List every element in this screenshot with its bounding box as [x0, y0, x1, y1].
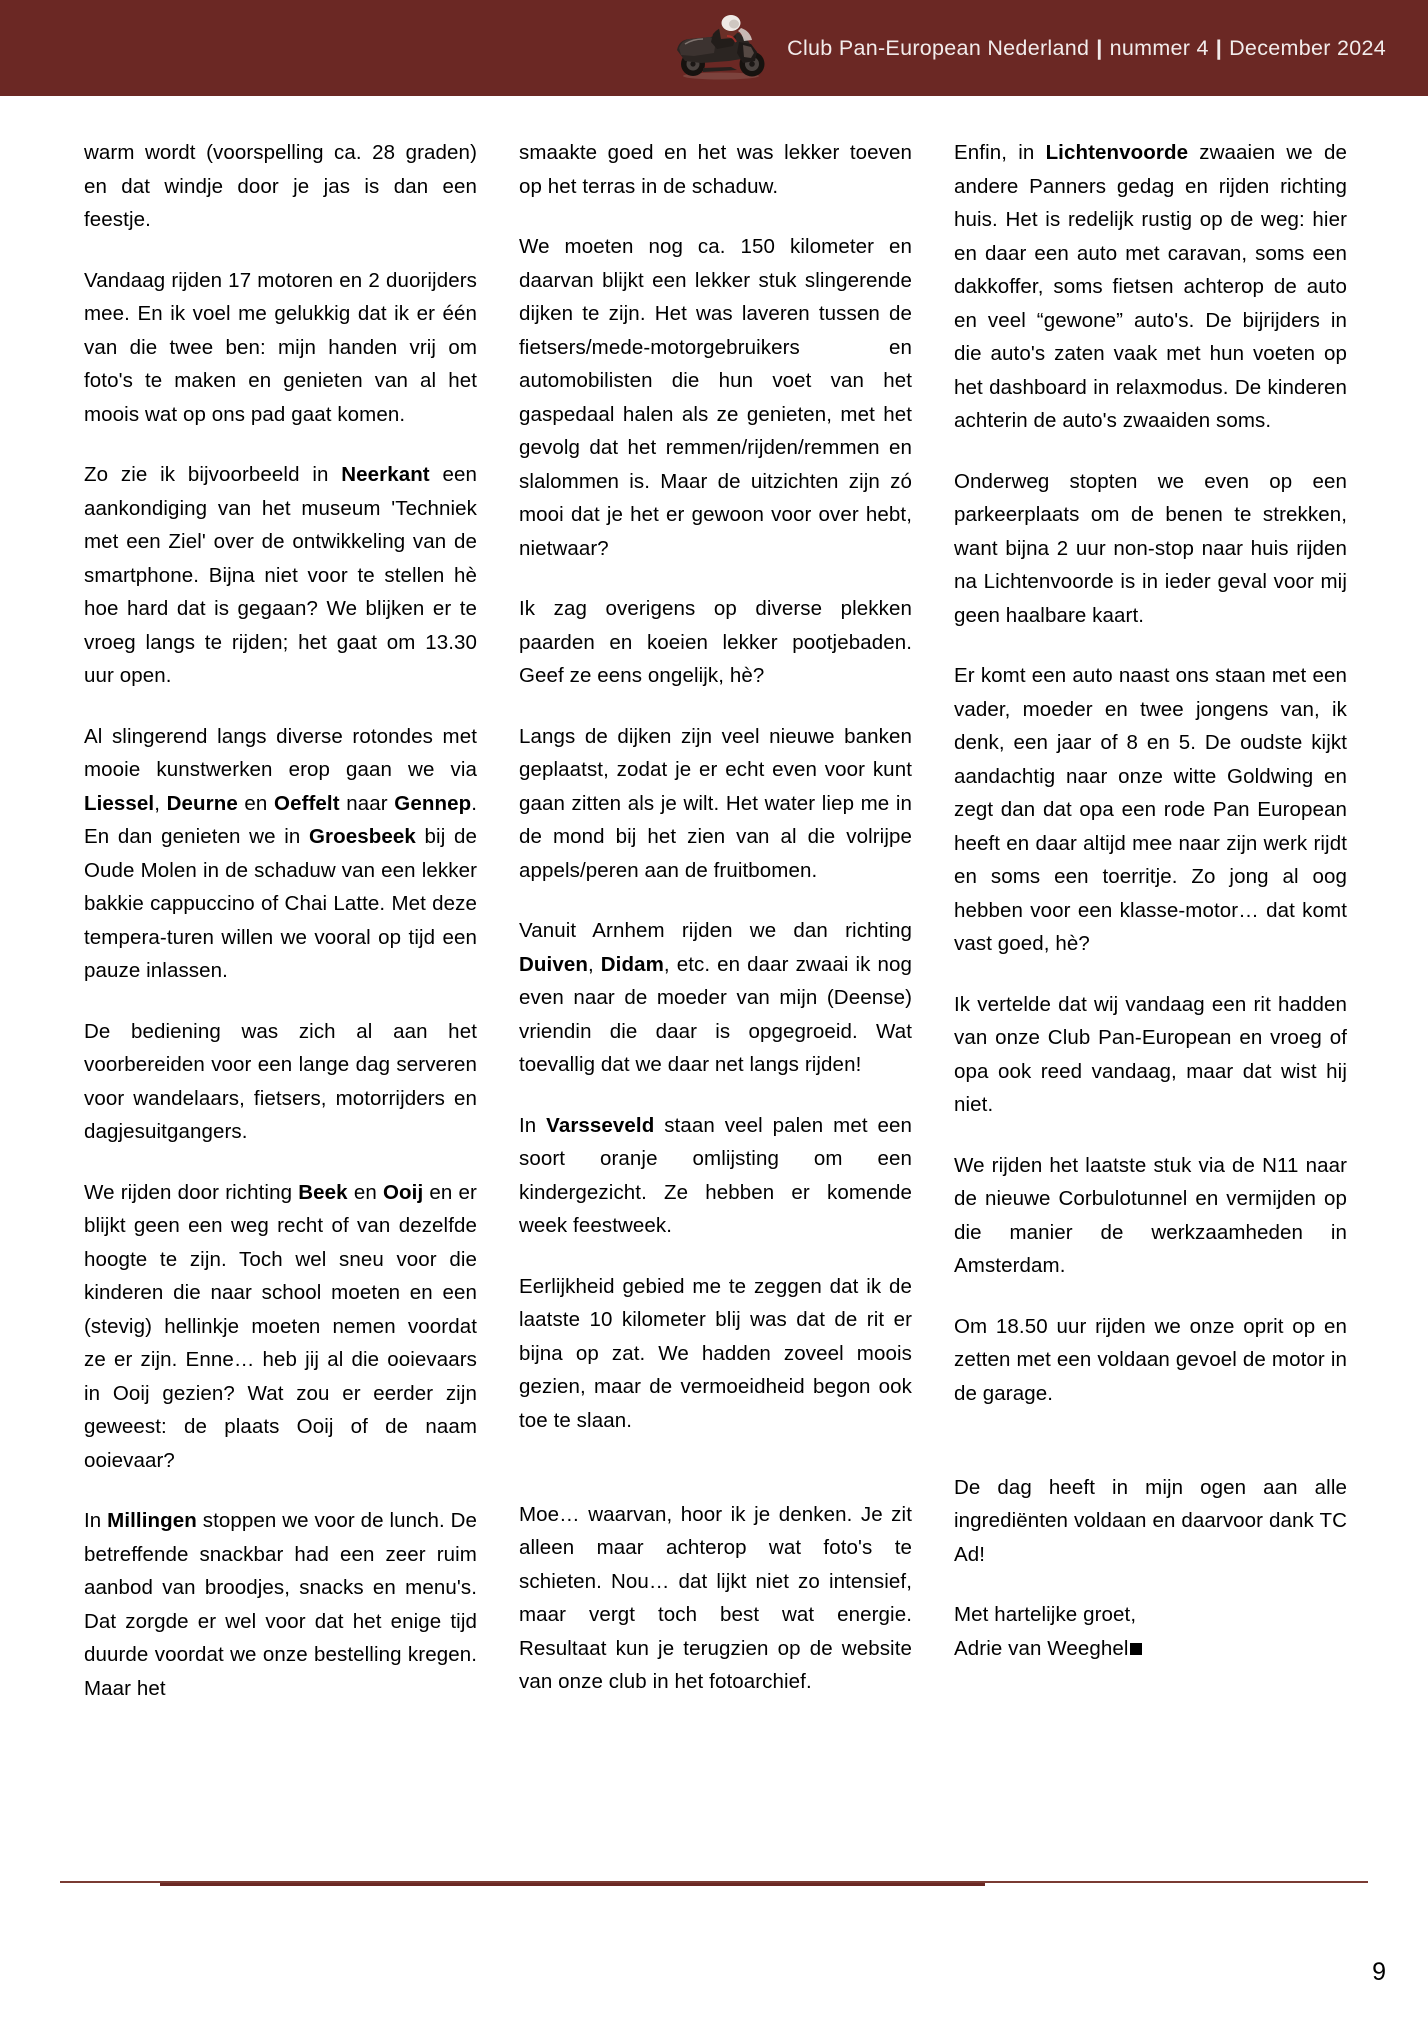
text-run: Ik zag overigens op diverse plekken paarden en koeien lekker pootjebaden. Geef ze eens ongelijk, hè? — [519, 597, 912, 687]
text-run: Vandaag rijden 17 motoren en 2 duorijders mee. En ik voel me gelukkig dat ik er één van die twee ben: mijn handen vrij om foto's te maken en genieten van al het moois wat op ons pad gaat komen. — [84, 268, 477, 426]
text-run: zwaaien we de andere Panners gedag en rijden richting huis. Het is redelijk rustig op de weg: hier en daar een auto met caravan, soms een dakkoffer, soms fietsen achterop de auto en veel “gewone” auto's. De bijrijders in die auto's zaten vaak met hun voeten op het dashboard in relaxmodus. De kinderen achterin de auto's zwaaiden soms. — [954, 141, 1347, 432]
text-run: Langs de dijken zijn veel nieuwe banken geplaatst, zodat je er echt even voor kunt gaan zitten als je wilt. Het water liep me in de mond bij het zien van al die volrijpe appels/peren aan de fruitbomen. — [519, 724, 912, 882]
text-run: Ik vertelde dat wij vandaag een rit hadden van onze Club Pan-European en vroeg of opa ook reed vandaag, maar dat wist hij niet. — [954, 992, 1347, 1116]
body-paragraph — [519, 720, 912, 888]
text-run: Eerlijkheid gebied me te zeggen dat ik de laatste 10 kilometer blij was dat de rit er bijna op zat. We hadden zoveel moois gezien, maar de vermoeidheid begon ook toe te slaan. — [519, 1274, 912, 1432]
article-columns — [84, 136, 1346, 1705]
body-paragraph — [954, 1598, 1347, 1665]
place-name-bold: Deurne — [166, 791, 238, 815]
body-paragraph — [954, 136, 1347, 438]
text-run: Al slingerend langs diverse rotondes met mooie kunstwerken erop gaan we via — [84, 724, 477, 781]
body-paragraph — [519, 914, 912, 1082]
body-paragraph — [84, 458, 477, 693]
text-run: en — [347, 1180, 383, 1204]
text-run: warm wordt (voorspelling ca. 28 graden) en dat windje door je jas is dan een feestje. — [84, 141, 477, 231]
text-run: en er blijkt geen een weg recht of van dezelfde hoogte te zijn. Toch wel sneu voor die kinderen die naar school moeten en een (stevig) hellinkje moeten nemen voordat ze er zijn. Enne… heb jij al die ooievaars in Ooij gezien? Wat zou er eerder zijn geweest: de plaats Ooij of de naam ooievaar? — [84, 1180, 477, 1472]
footer-divider — [60, 1878, 1368, 1890]
place-name-bold: Varsseveld — [546, 1113, 655, 1137]
article-end-marker-icon — [1130, 1643, 1142, 1655]
place-name-bold: Duiven — [519, 952, 588, 976]
text-run: smaakte goed en het was lekker toeven op het terras in de schaduw. — [519, 141, 912, 198]
text-run: stoppen we voor de lunch. De betreffende snackbar had een zeer ruim aanbod van broodjes, snacks en menu's. Dat zorgde er wel voor dat het enige tijd duurde voordat we onze bestelling kregen. Maar het — [84, 1509, 478, 1700]
text-run: staan veel palen met een soort oranje omlijsting om een kindergezicht. Ze hebben er komende week feestweek. — [519, 1113, 912, 1237]
text-run: Onderweg stopten we even op een parkeerplaats om de benen te strekken, want bijna 2 uur non-stop naar huis rijden na Lichtenvoorde is in ieder geval voor mij geen haalbare kaart. — [954, 469, 1347, 627]
page-header — [0, 0, 1428, 96]
text-run: Moe… waarvan, hoor ik je denken. Je zit alleen maar achterop wat foto's te schieten. Nou… dat lijkt niet zo intensief, maar vergt toch best wat energie. Resultaat kun je terugzien op de website van onze club in het fotoarchief. — [519, 1502, 912, 1693]
body-paragraph — [84, 1015, 477, 1149]
body-paragraph — [519, 1109, 912, 1243]
body-paragraph — [84, 1176, 477, 1478]
text-run: In — [84, 1509, 108, 1532]
text-run: We rijden door richting — [84, 1180, 299, 1204]
text-run: naar — [339, 791, 395, 815]
column-1 — [84, 136, 477, 1705]
page-body — [0, 96, 1428, 2028]
paragraph-spacer — [519, 1464, 912, 1498]
paragraph-spacer — [954, 1437, 1347, 1471]
issue-number: nummer 4 — [1109, 35, 1209, 60]
text-run: Met hartelijke groet, — [954, 1603, 1137, 1626]
footer-rule-thick — [160, 1883, 985, 1886]
place-name-bold: Lichtenvoorde — [1045, 141, 1189, 164]
text-run: Adrie van Weeghel — [954, 1636, 1129, 1660]
text-run: . En dan genieten we in — [84, 791, 477, 848]
text-run: Er komt een auto naast ons staan met een vader, moeder en twee jongens van, ik denk, een jaar of 8 en 5. De oudste kijkt aandachtig naar onze witte Goldwing en zegt dan dat opa een rode Pan European heeft en daar altijd mee naar zijn werk rijdt en soms een toerritje. Zo jong al oog hebben voor een klasse-motor… dat komt vast goed, hè? — [954, 664, 1347, 955]
text-run: We moeten nog ca. 150 kilometer en daarvan blijkt een lekker stuk slingerende dijken te zijn. Het was laveren tussen de fietsers/mede-motorgebruikers en automobilisten die hun voet van het gaspedaal halen als ze genieten, met het gevolg dat het remmen/rijden/remmen en slalommen is. Maar de uitzichten zijn zó mooi dat je het er gewoon voor over hebt, nietwaar? — [519, 235, 912, 560]
header-separator-1: | — [1096, 35, 1103, 60]
text-run: Vanuit Arnhem rijden we dan richting — [519, 919, 912, 942]
body-paragraph — [954, 988, 1347, 1122]
text-run: , — [154, 791, 167, 815]
text-run: Om 18.50 uur rijden we onze oprit op en zetten met een voldaan gevoel de motor in de garage. — [954, 1314, 1347, 1405]
body-paragraph — [519, 1270, 912, 1438]
place-name-bold: Liessel — [84, 791, 155, 815]
motorcycle-icon — [667, 12, 775, 84]
column-2 — [519, 136, 912, 1705]
header-separator-2: | — [1215, 35, 1223, 60]
text-run: In — [519, 1113, 547, 1137]
body-paragraph — [954, 1149, 1347, 1283]
text-run: bij de Oude Molen in de schaduw van een lekker bakkie cappuccino of Chai Latte. Met deze tempera-turen willen we vooral op tijd een pauze inlassen. — [84, 825, 477, 982]
text-run: Zo zie ik bijvoorbeeld in — [84, 463, 342, 486]
club-name: Club Pan-European Nederland — [787, 35, 1090, 60]
body-paragraph — [519, 136, 912, 203]
header-title — [787, 36, 1386, 61]
issue-date: December 2024 — [1229, 35, 1386, 60]
body-paragraph — [84, 1504, 477, 1705]
text-run: De dag heeft in mijn ogen aan alle ingrediënten voldaan en daarvoor dank TC Ad! — [954, 1475, 1347, 1566]
place-name-bold: Didam — [600, 952, 664, 976]
text-run: , — [587, 952, 601, 976]
body-paragraph — [84, 264, 477, 432]
text-run: een aankondiging van het museum 'Techniek met een Ziel' over de ontwikkeling van de smartphone. Bijna niet voor te stellen hè hoe hard dat is gegaan? We blijken er te vroeg langs te rijden; het gaat om 13.30 uur open. — [84, 463, 477, 687]
body-paragraph — [954, 465, 1347, 633]
place-name-bold: Gennep — [394, 791, 472, 815]
body-paragraph — [954, 1471, 1347, 1572]
place-name-bold: Ooij — [382, 1180, 424, 1204]
body-paragraph — [84, 720, 477, 988]
body-paragraph — [519, 592, 912, 693]
place-name-bold: Neerkant — [341, 463, 430, 486]
column-3 — [954, 136, 1347, 1705]
body-paragraph — [519, 230, 912, 565]
text-run: De bediening was zich al aan het voorbereiden voor een lange dag serveren voor wandelaars, fietsers, motorrijders en dagjesuitgangers. — [84, 1019, 477, 1143]
page-number: 9 — [1372, 1958, 1386, 1986]
place-name-bold: Millingen — [107, 1509, 197, 1532]
text-run: Enfin, in — [954, 141, 1046, 164]
body-paragraph — [954, 1310, 1347, 1411]
place-name-bold: Groesbeek — [309, 825, 416, 848]
body-paragraph — [519, 1498, 912, 1699]
text-run: , etc. en daar zwaai ik nog even naar de moeder van mijn (Deense) vriendin die daar is opgegroeid. Wat toevallig dat we daar net langs rijden! — [519, 952, 912, 1076]
body-paragraph — [84, 136, 477, 237]
place-name-bold: Oeffelt — [274, 791, 340, 815]
place-name-bold: Beek — [298, 1180, 348, 1204]
text-run: We rijden het laatste stuk via de N11 naar de nieuwe Corbulotunnel en vermijden op die manier de werkzaamheden in Amsterdam. — [954, 1153, 1347, 1277]
text-run: en — [237, 791, 275, 815]
body-paragraph — [954, 659, 1347, 961]
